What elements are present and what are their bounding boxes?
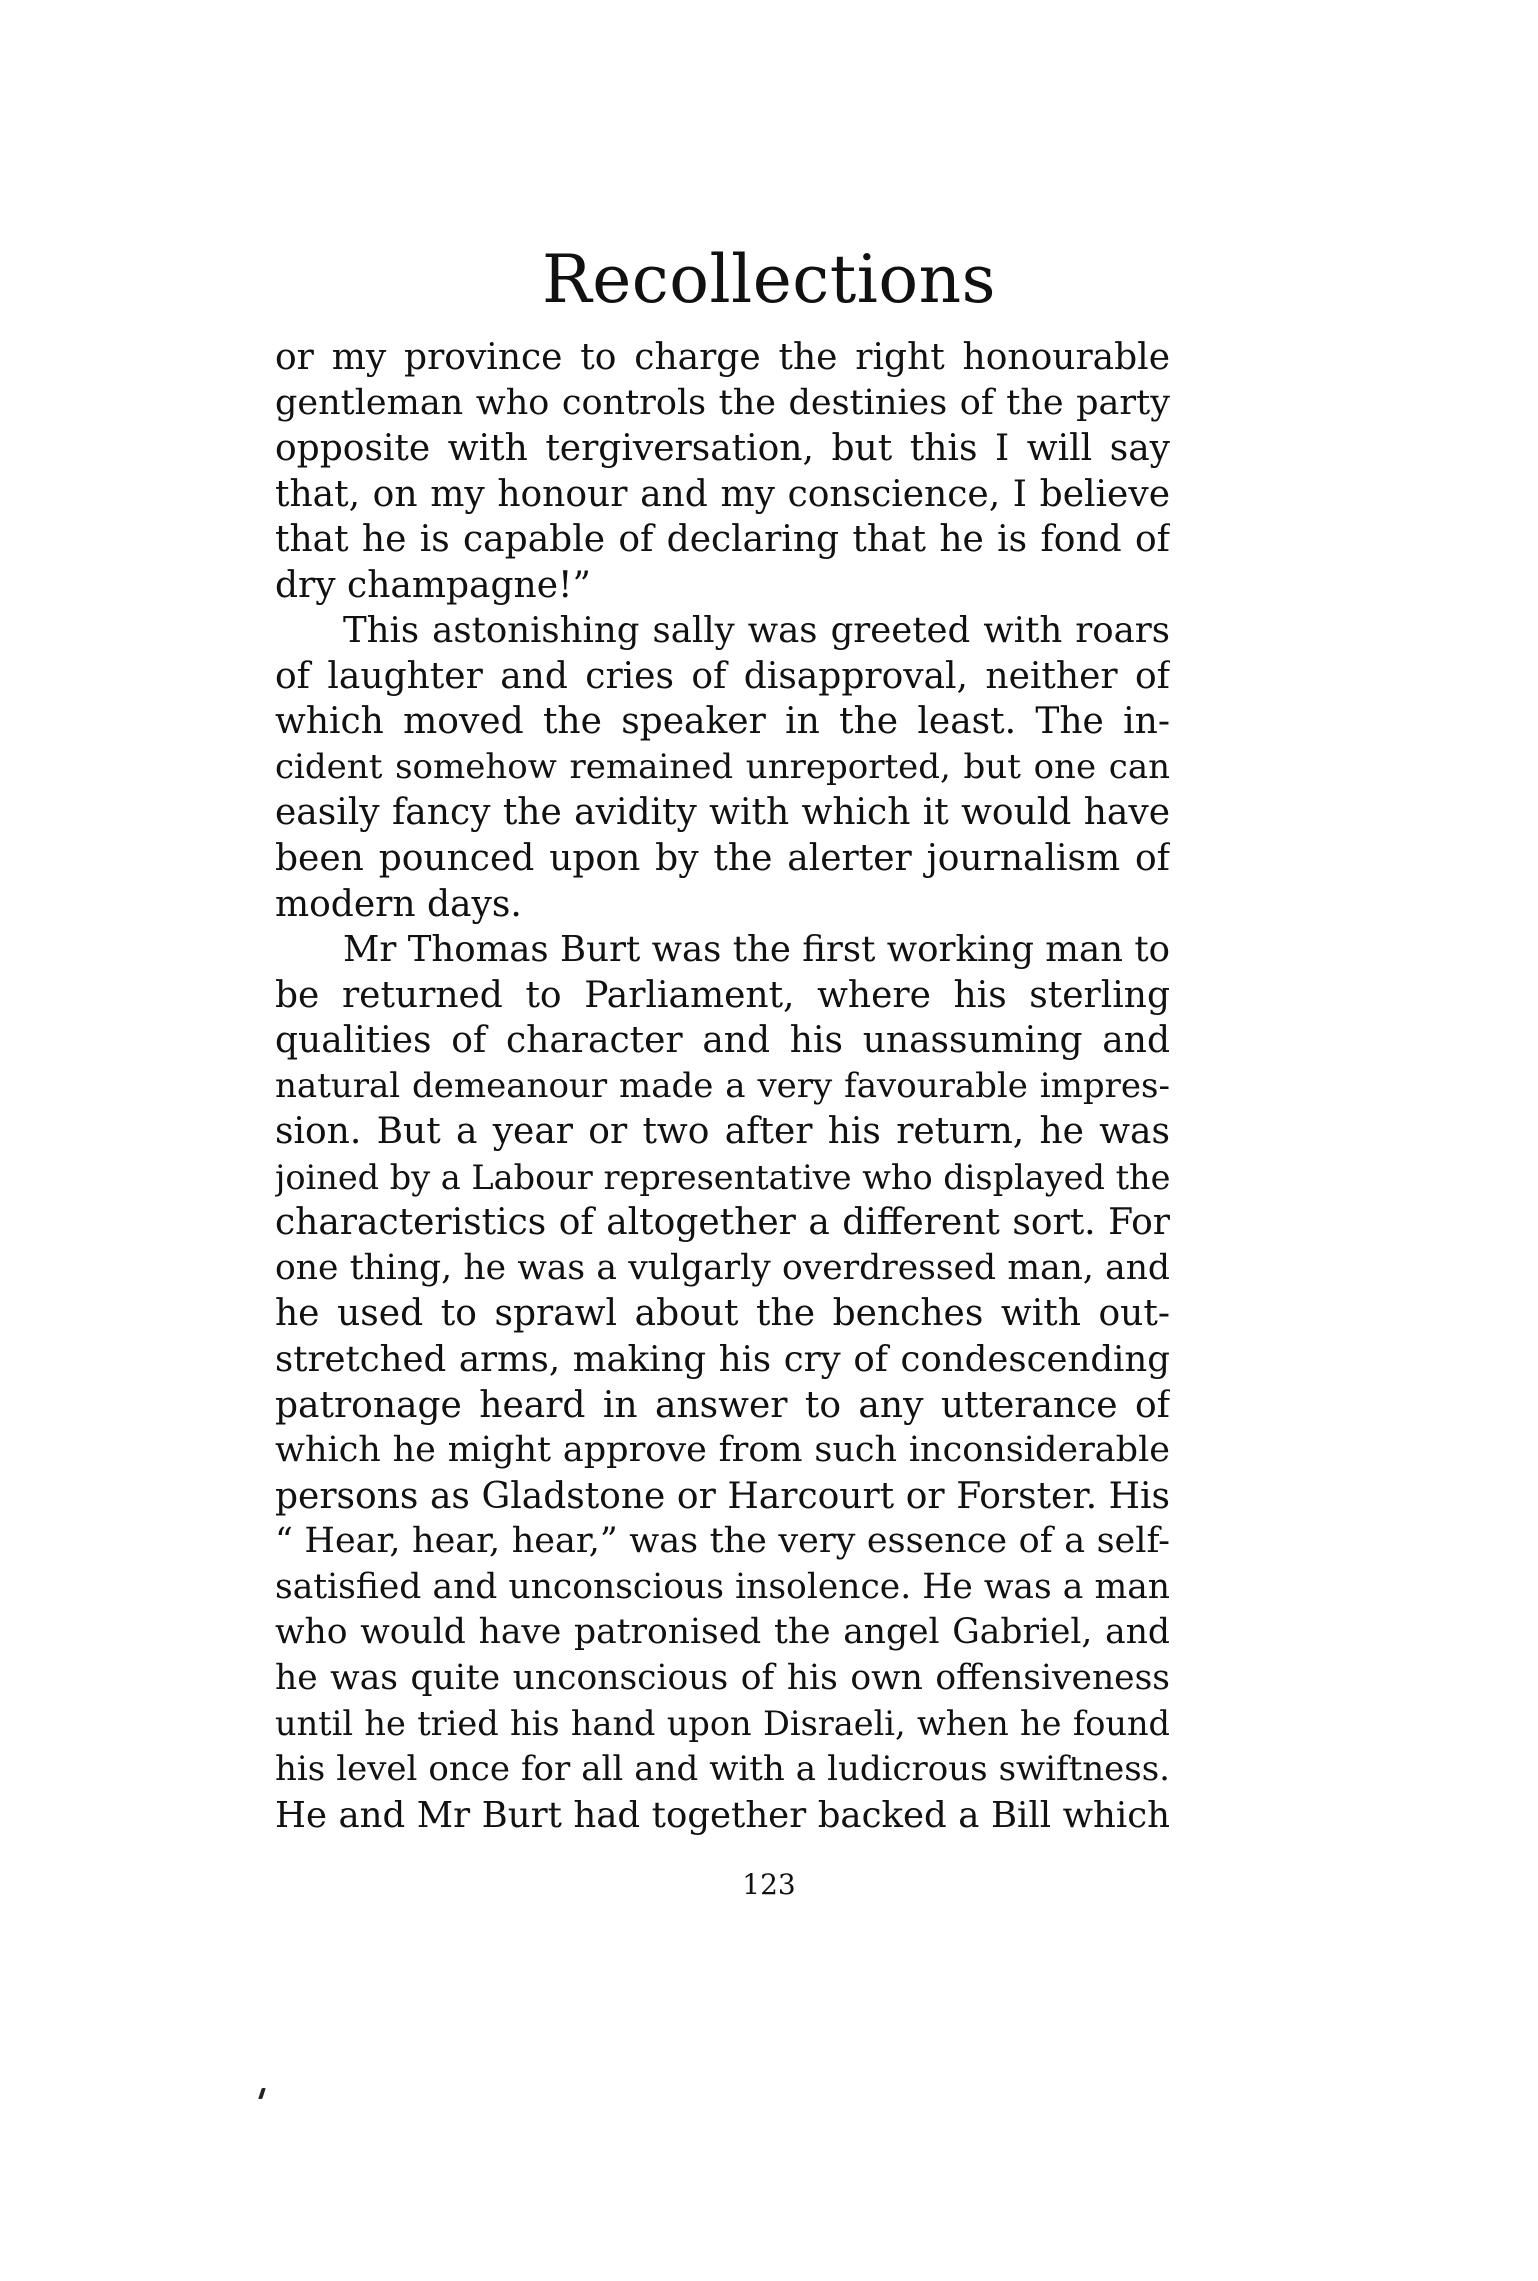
text-line: persons as Gladstone or Harcourt or Forster. His — [275, 1475, 1170, 1517]
text-line: “ Hear, hear, hear,” was the very essence of a self- — [275, 1521, 1170, 1562]
text-line: one thing, he was a vulgarly overdressed man, and — [275, 1247, 1170, 1288]
text-line: natural demeanour made a very favourable impres- — [275, 1065, 1170, 1106]
text-line: that, on my honour and my conscience, I believe — [275, 473, 1170, 515]
text-line: easily fancy the avidity with which it would have — [275, 792, 1170, 834]
text-line: he was quite unconscious of his own offensiveness — [275, 1657, 1170, 1698]
text-line: who would have patronised the angel Gabriel, and — [275, 1612, 1170, 1653]
text-line: been pounced upon by the alerter journalism of — [275, 838, 1170, 880]
text-line: stretched arms, making his cry of condescending — [275, 1339, 1170, 1381]
paragraph-start-line: This astonishing sally was greeted with roars — [343, 610, 1170, 652]
page-running-title: Recollections — [542, 241, 996, 318]
text-line: which he might approve from such inconsiderable — [275, 1430, 1170, 1471]
text-line: modern days. — [275, 883, 522, 925]
body-text — [275, 335, 1170, 1838]
text-line: sion. But a year or two after his return, he was — [275, 1111, 1170, 1153]
text-line: gentleman who controls the destinies of the party — [275, 382, 1170, 423]
text-line: he used to sprawl about the benches with out- — [275, 1293, 1170, 1335]
paragraph-start-line: Mr Thomas Burt was the first working man to — [343, 929, 1170, 971]
text-line: his level once for all and with a ludicrous swiftness. — [275, 1748, 1170, 1789]
text-line: satisfied and unconscious insolence. He was a man — [275, 1566, 1170, 1607]
text-line: characteristics of altogether a different sort. For — [275, 1202, 1170, 1244]
text-line: opposite with tergiversation, but this I will say — [275, 428, 1170, 470]
text-line: qualities of character and his unassuming and — [275, 1020, 1170, 1062]
text-line: patronage heard in answer to any utterance of — [275, 1384, 1170, 1426]
text-line: dry champagne!” — [275, 564, 591, 606]
text-line: be returned to Parliament, where his sterling — [275, 974, 1170, 1016]
text-line: or my province to charge the right honourable — [275, 337, 1170, 378]
text-line: that he is capable of declaring that he is fond of — [275, 519, 1170, 561]
text-line: which moved the speaker in the least. The in- — [275, 701, 1170, 743]
text-line: of laughter and cries of disapproval, neither of — [275, 655, 1170, 697]
scan-speck-mark — [258, 2088, 266, 2099]
text-line: joined by a Labour representative who displayed the — [275, 1157, 1170, 1197]
page-number: 123 — [742, 1868, 796, 1901]
text-line: cident somehow remained unreported, but one can — [275, 746, 1170, 787]
text-line: He and Mr Burt had together backed a Bill which — [275, 1794, 1170, 1836]
text-line: until he tried his hand upon Disraeli, when he found — [275, 1704, 1170, 1744]
